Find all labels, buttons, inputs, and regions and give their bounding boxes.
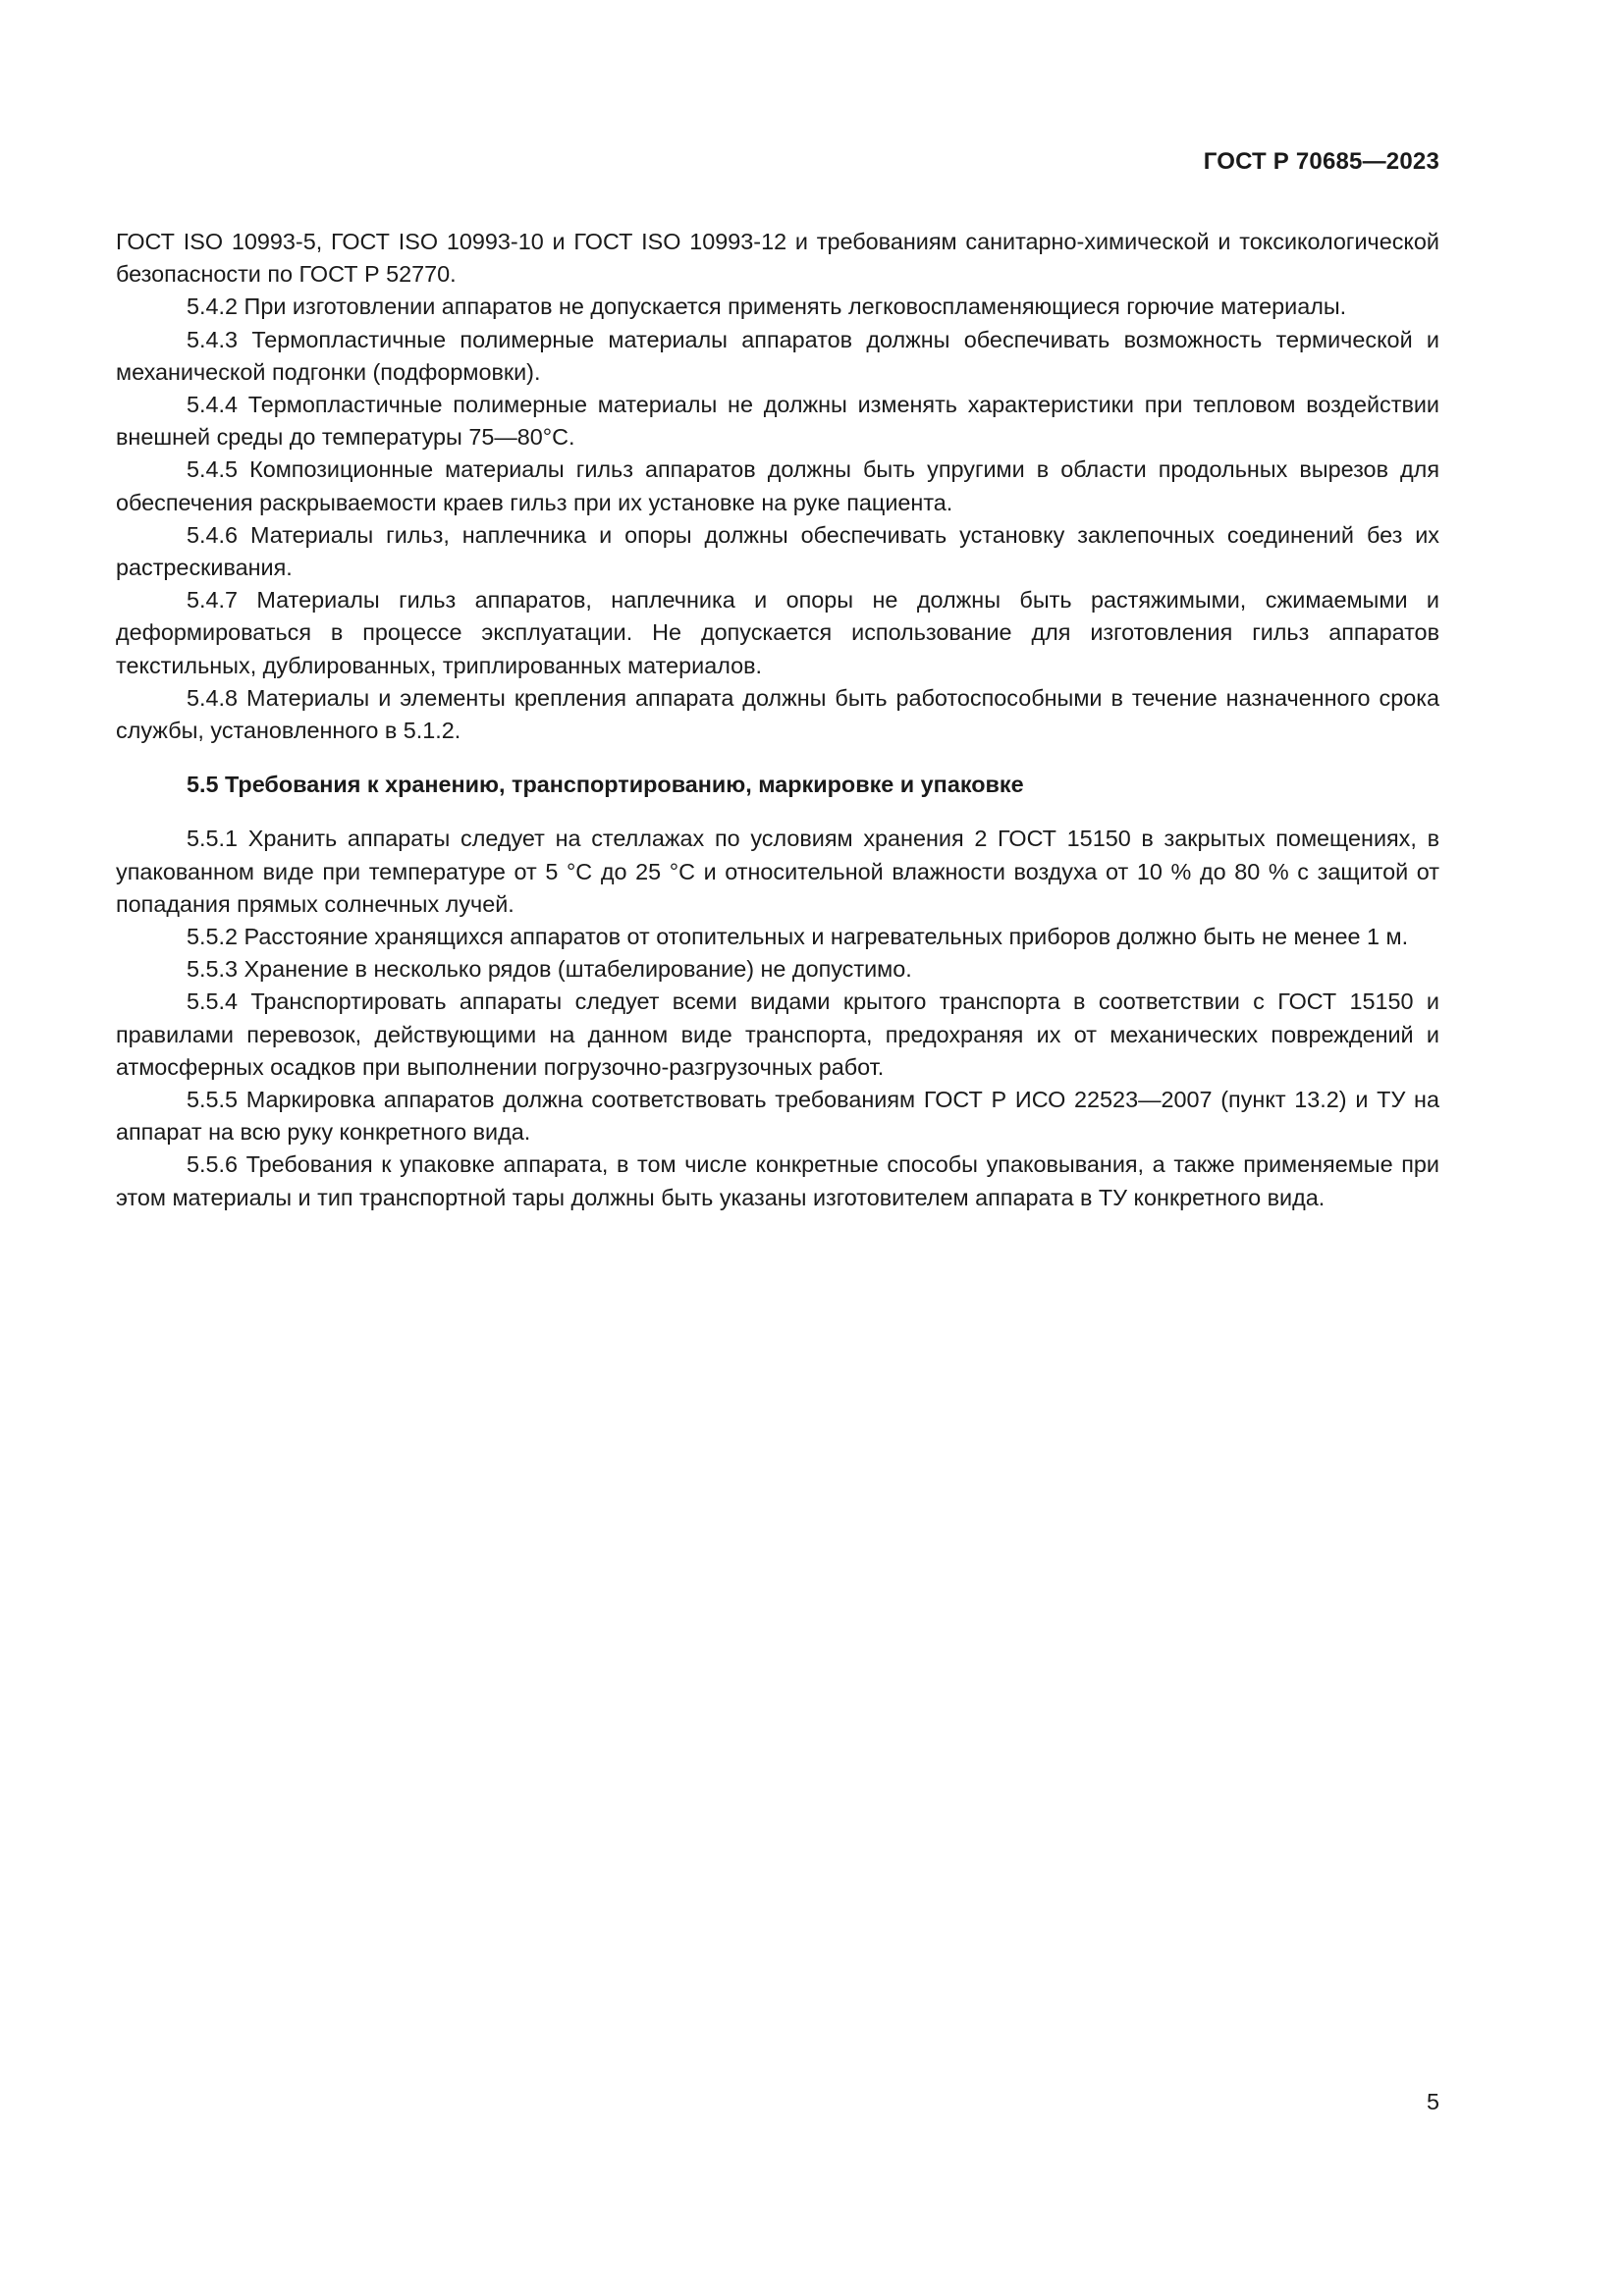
paragraph-5-4-6: 5.4.6 Материалы гильз, наплечника и опоры должны обеспечивать установку заклепочных соединений без их растрескивания.	[116, 521, 1439, 581]
paragraph-5-4-4: 5.4.4 Термопластичные полимерные материалы не должны изменять характеристики при тепловом воздействии внешней среды до температуры 75—80°С.	[116, 392, 1439, 451]
page-number: 5	[1426, 2089, 1439, 2114]
section-5-5-heading: 5.5 Требования к хранению, транспортированию, маркировке и упаковке	[187, 772, 1024, 798]
paragraph-5-5-6: 5.5.6 Требования к упаковке аппарата, в том числе конкретные способы упаковывания, а также применяемые при этом материалы и тип транспортной тары должны быть указаны изготовителем аппарата в ТУ конкретного вида.	[116, 1151, 1439, 1210]
paragraph-5-5-3: 5.5.3 Хранение в несколько рядов (штабелирование) не допустимо.	[187, 956, 912, 983]
paragraph-5-4-7: 5.4.7 Материалы гильз аппаратов, наплечника и опоры не должны быть растяжимыми, сжимаемыми и деформироваться в процессе эксплуатации. Не допускается использование для изготовления гильз аппаратов текстильных, дублированных, триплированных материалов.	[116, 587, 1439, 678]
paragraph-5-4-1-continuation: ГОСТ ISO 10993-5, ГОСТ ISO 10993-10 и ГОСТ ISO 10993-12 и требованиям санитарно-химической и токсикологической безопасности по ГОСТ Р 52770.	[116, 229, 1439, 288]
paragraph-5-4-2: 5.4.2 При изготовлении аппаратов не допускается применять легковоспламеняющиеся горючие материалы.	[187, 294, 1347, 320]
paragraph-5-5-5: 5.5.5 Маркировка аппаратов должна соответствовать требованиям ГОСТ Р ИСО 22523—2007 (пункт 13.2) и ТУ на аппарат на всю руку конкретного вида.	[116, 1087, 1439, 1146]
paragraph-5-4-3: 5.4.3 Термопластичные полимерные материалы аппаратов должны обеспечивать возможность термической и механической подгонки (подформовки).	[116, 326, 1439, 385]
paragraph-5-5-1: 5.5.1 Хранить аппараты следует на стеллажах по условиям хранения 2 ГОСТ 15150 в закрытых помещениях, в упакованном виде при температуре от 5 °С до 25 °С и относительной влажности воздуха от 10 % до 80 % с защитой от попадания прямых солнечных лучей.	[116, 826, 1439, 917]
document-body	[116, 226, 1439, 1214]
paragraph-5-5-4: 5.5.4 Транспортировать аппараты следует всеми видами крытого транспорта в соответствии с ГОСТ 15150 и правилами перевозок, действующими на данном виде транспорта, предохраняя их от механических повреждений и атмосферных осадков при выполнении погрузочно-разгрузочных работ.	[116, 988, 1439, 1080]
paragraph-5-4-8: 5.4.8 Материалы и элементы крепления аппарата должны быть работоспособными в течение назначенного срока службы, установленного в 5.1.2.	[116, 684, 1439, 744]
standard-designation: ГОСТ Р 70685—2023	[1203, 148, 1439, 175]
paragraph-5-5-2: 5.5.2 Расстояние хранящихся аппаратов от отопительных и нагревательных приборов должно быть не менее 1 м.	[187, 924, 1409, 950]
paragraph-5-4-5: 5.4.5 Композиционные материалы гильз аппаратов должны быть упругими в области продольных вырезов для обеспечения раскрываемости краев гильз при их установке на руке пациента.	[116, 456, 1439, 515]
